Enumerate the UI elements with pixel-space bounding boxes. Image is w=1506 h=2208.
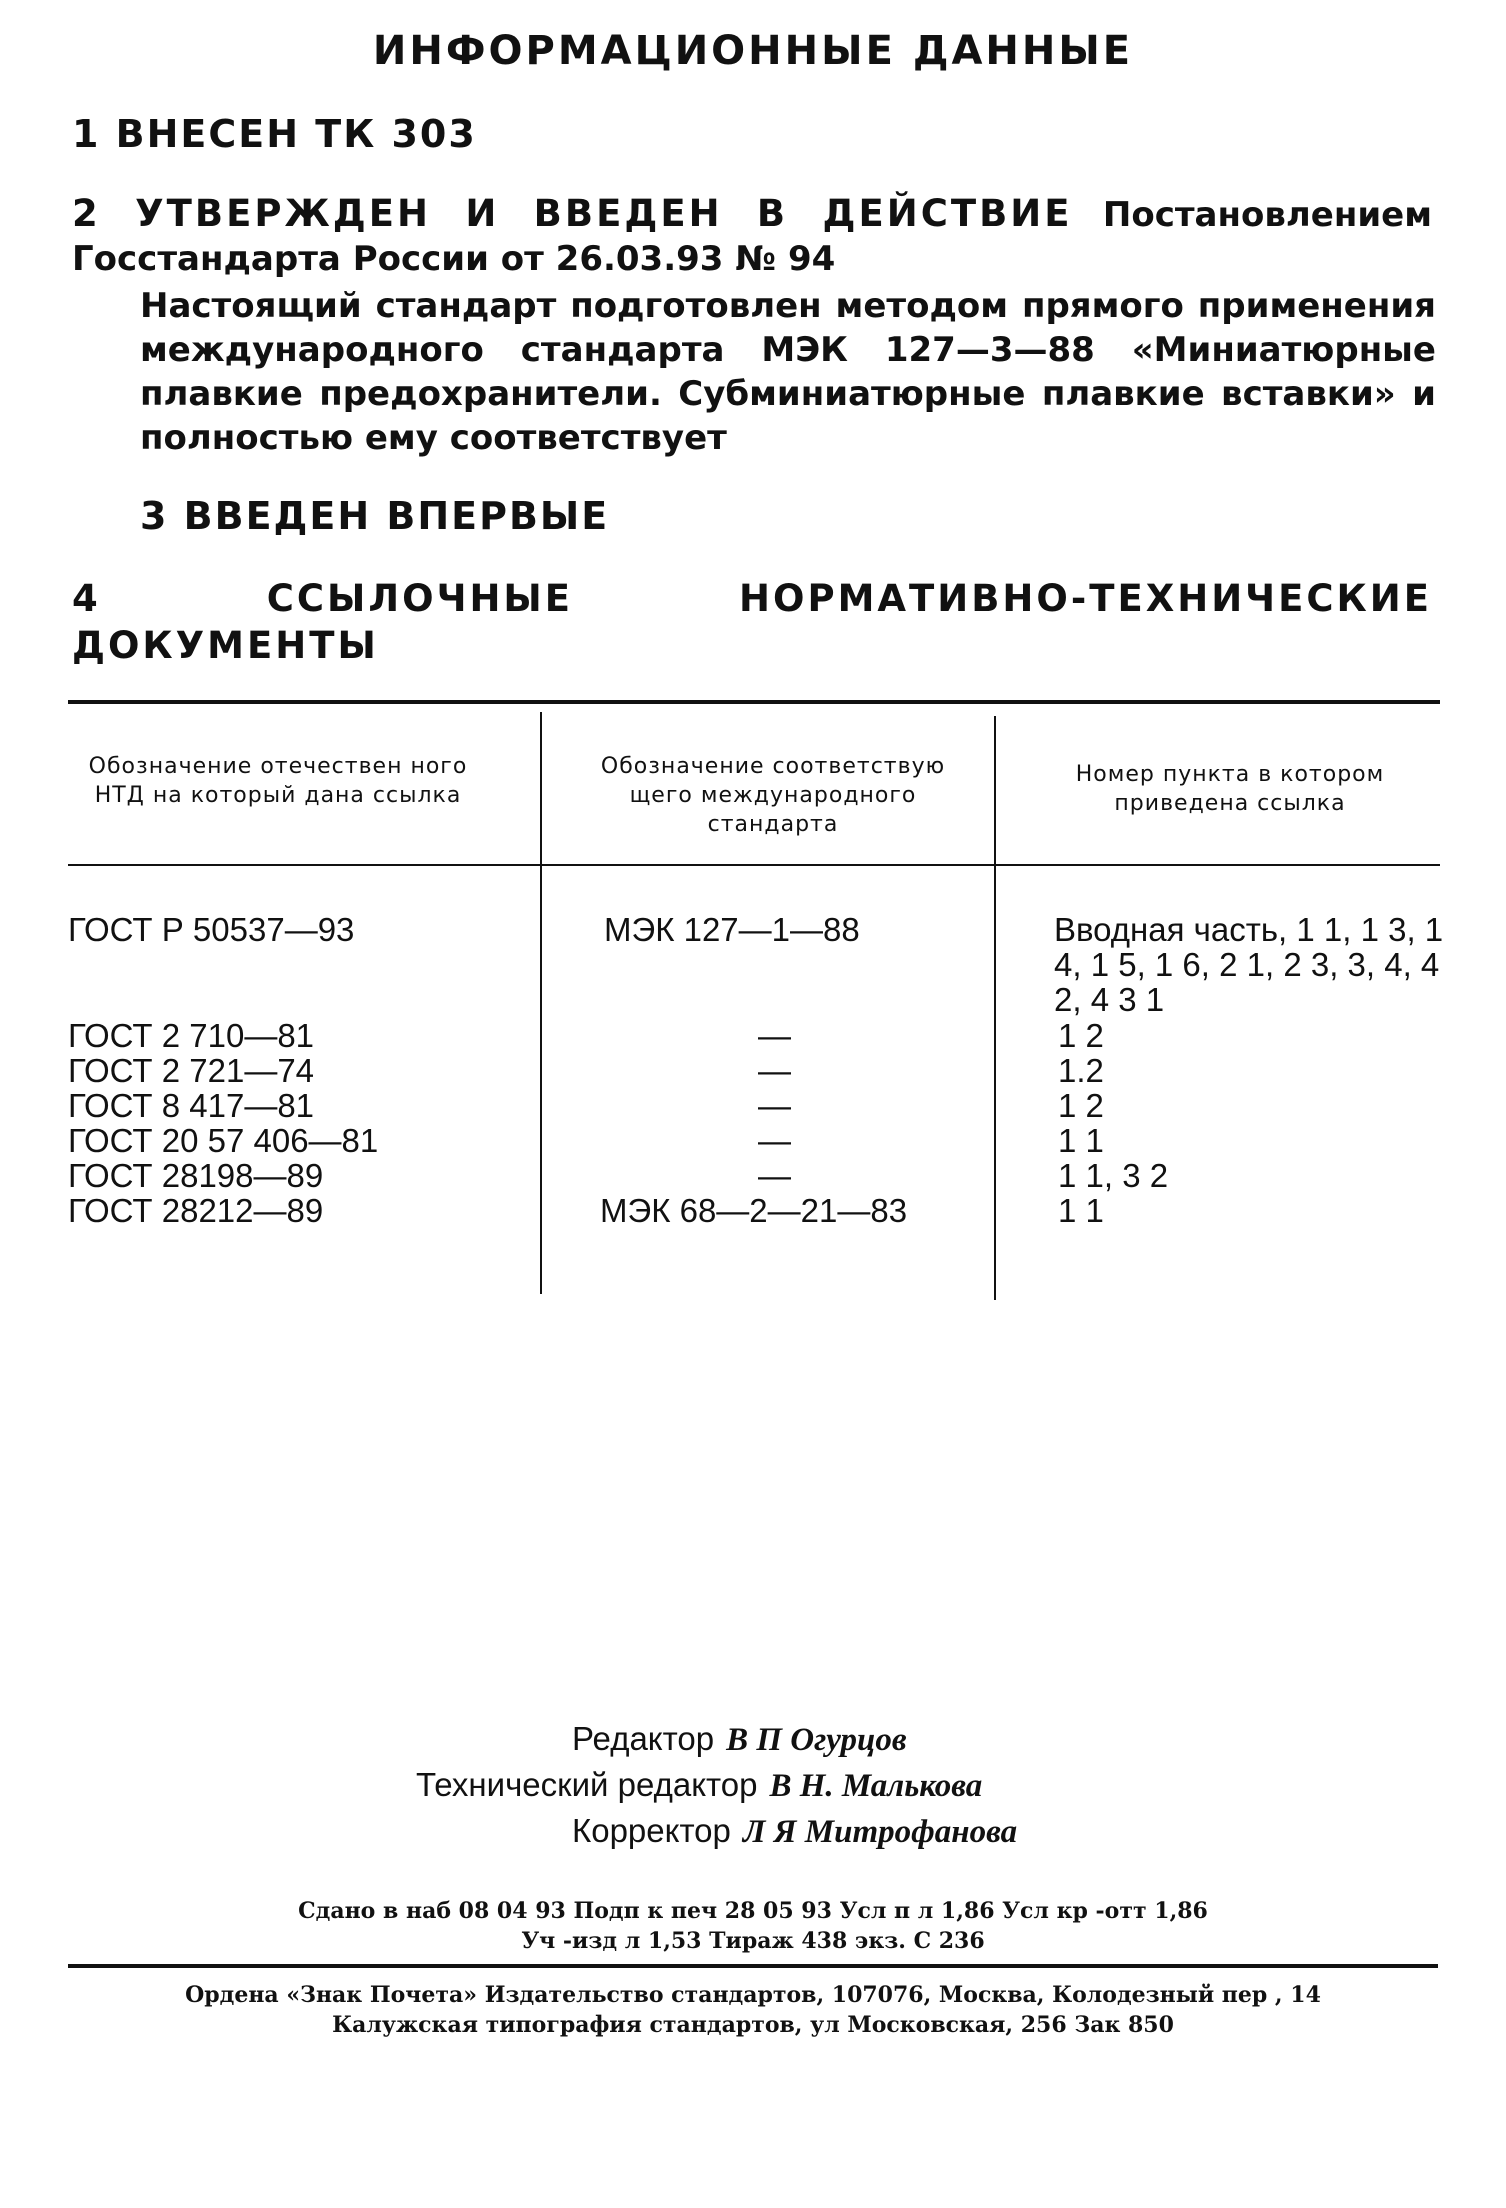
table-cell-clause: 1 1, 3 2	[1058, 1157, 1169, 1194]
table-cell-national: ГОСТ 8 417—81	[68, 1087, 315, 1124]
table-top-rule	[68, 700, 1440, 704]
table-divider-2	[994, 716, 996, 1300]
editor-credit	[572, 1720, 907, 1759]
table-cell-clause: 1 1	[1058, 1122, 1104, 1159]
table-cell-national: ГОСТ 28212—89	[68, 1192, 324, 1229]
section-1: 1 ВНЕСЕН ТК 303	[72, 112, 477, 156]
table-cell-national: ГОСТ 20 57 406—81	[68, 1122, 379, 1159]
table-cell-clause: 1 2	[1058, 1017, 1104, 1054]
table-header-international: Обозначение соответствую щего международного стандарта	[600, 754, 946, 837]
table-header-national: Обозначение отечествен ного НТД на который дана ссылка	[88, 754, 468, 808]
table-cell-international: МЭК 68—2—21—83	[600, 1192, 908, 1229]
imprint-line-2: Уч -изд л 1,53 Тираж 438 экз. С 236	[521, 1928, 985, 1954]
table-cell-national: ГОСТ 2 710—81	[68, 1017, 315, 1054]
tech-editor-credit	[416, 1766, 982, 1805]
section-2-lead: 2 УТВЕРЖДЕН И ВВЕДЕН В ДЕЙСТВИЕ	[72, 192, 1073, 235]
tech-editor-name: В Н. Малькова	[769, 1768, 983, 1804]
section-3: 3 ВВЕДЕН ВПЕРВЫЕ	[140, 494, 610, 538]
table-cell-national: ГОСТ 28198—89	[68, 1157, 324, 1194]
table-header-clause: Номер пункта в котором приведена ссылка	[1075, 762, 1385, 816]
section-2-note: Настоящий стандарт подготовлен методом прямого применения международного стандарта МЭК 127—3—88 «Миниатюрные плавкие предохранители. Субминиатюрные плавкие вставки» и полностью ему соответствует	[140, 286, 1436, 458]
section-2-text: Постановлением Госстандарта России от 26.03.93 № 94	[72, 195, 1432, 279]
table-cell-international: —	[758, 1157, 791, 1194]
corrector-role: Корректор	[572, 1812, 731, 1849]
page-title: ИНФОРМАЦИОННЫЕ ДАННЫЕ	[372, 28, 1134, 74]
imprint-line-1: Сдано в наб 08 04 93 Подп к печ 28 05 93 Усл п л 1,86 Усл кр -отт 1,86	[298, 1898, 1208, 1924]
tech-editor-role: Технический редактор	[416, 1766, 758, 1803]
table-cell-clause: 1 1	[1058, 1192, 1104, 1229]
imprint-line-3: Ордена «Знак Почета» Издательство стандартов, 107076, Москва, Колодезный пер , 14	[185, 1982, 1321, 2008]
table-cell-national: ГОСТ Р 50537—93	[68, 911, 355, 948]
table-cell-clause: Вводная часть, 1 1, 1 3, 1 4, 1 5, 1 6, 2 1, 2 3, 3, 4, 4 2, 4 3 1	[1054, 911, 1444, 1018]
corrector-name: Л Я Митрофанова	[742, 1814, 1018, 1850]
table-cell-clause: 1.2	[1058, 1052, 1104, 1089]
table-cell-international: —	[758, 1052, 791, 1089]
table-cell-clause: 1 2	[1058, 1087, 1104, 1124]
imprint-rule	[68, 1964, 1438, 1968]
editor-name: В П Огурцов	[726, 1722, 907, 1758]
table-cell-international: МЭК 127—1—88	[604, 911, 860, 948]
corrector-credit	[572, 1812, 1017, 1851]
table-cell-international: —	[758, 1087, 791, 1124]
section-4	[72, 576, 1432, 670]
imprint-line-4: Калужская типография стандартов, ул Московская, 256 Зак 850	[332, 2012, 1174, 2038]
section-4-text: 4 ССЫЛОЧНЫЕ НОРМАТИВНО-ТЕХНИЧЕСКИЕ ДОКУМЕНТЫ	[72, 577, 1432, 667]
table-header-rule	[68, 864, 1440, 866]
editor-role: Редактор	[572, 1720, 715, 1757]
table-cell-international: —	[758, 1017, 791, 1054]
table-divider-1	[540, 712, 542, 1294]
table-cell-international: —	[758, 1122, 791, 1159]
table-cell-national: ГОСТ 2 721—74	[68, 1052, 315, 1089]
section-2	[72, 192, 1432, 281]
